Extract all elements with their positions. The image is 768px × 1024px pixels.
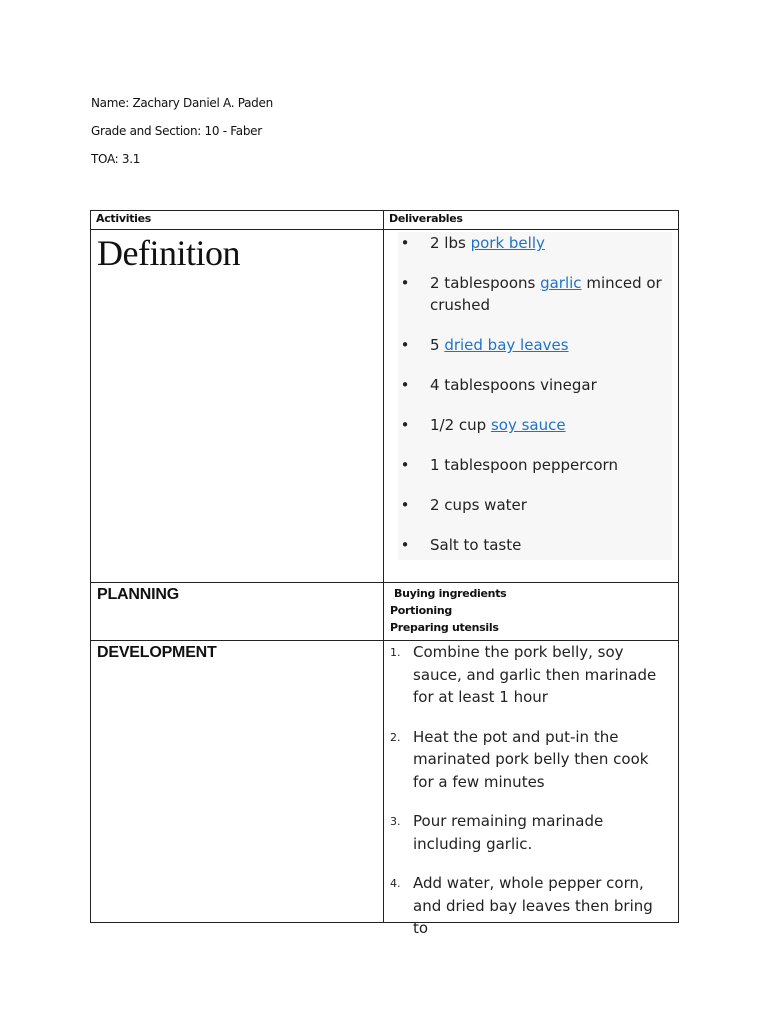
step-item <box>390 641 672 709</box>
table-header-row <box>91 211 679 230</box>
ingredient-text: 4 tablespoons vinegar <box>430 376 597 394</box>
ingredient-link[interactable]: garlic <box>540 274 582 292</box>
step-item <box>390 810 672 855</box>
toa-number: TOA: 3.1 <box>91 152 141 166</box>
grade-section: Grade and Section: 10 - Faber <box>91 124 262 138</box>
bullet-icon: • <box>400 376 410 394</box>
ingredient-item <box>398 334 672 356</box>
ingredient-item <box>398 454 672 476</box>
ingredient-link[interactable]: soy sauce <box>490 416 566 434</box>
ingredient-link[interactable]: dried bay leaves <box>444 336 569 354</box>
document-header <box>91 95 273 179</box>
development-row <box>91 641 679 923</box>
step-number: 4. <box>390 877 401 890</box>
bullet-icon: • <box>400 456 410 474</box>
ingredients-cell <box>384 230 679 583</box>
ingredient-text: Salt to taste <box>430 536 522 554</box>
bullet-icon: • <box>400 274 410 292</box>
ingredient-text: 1 tablespoon peppercorn <box>430 456 618 474</box>
planning-cell <box>384 583 679 641</box>
ingredient-text: 2 lbs <box>430 234 471 252</box>
ingredient-list <box>398 232 672 556</box>
steps-clip <box>384 641 678 937</box>
step-text: Pour remaining marinade including garlic. <box>413 812 604 853</box>
step-number: 1. <box>390 646 401 659</box>
step-text: Combine the pork belly, soy sauce, and garlic then marinade for at least 1 hour <box>413 643 657 706</box>
step-list <box>384 641 678 940</box>
ingredient-item <box>398 374 672 396</box>
ingredient-text: 5 <box>430 336 445 354</box>
step-number: 3. <box>390 815 401 828</box>
steps-cell <box>384 641 679 937</box>
bullet-icon: • <box>400 496 410 514</box>
ingredient-item <box>398 494 672 516</box>
step-text: Heat the pot and put-in the marinated pork belly then cook for a few minutes <box>413 727 649 791</box>
development-label: DEVELOPMENT <box>91 641 384 923</box>
step-item <box>390 726 672 794</box>
ingredient-item <box>398 534 672 556</box>
ingredient-link[interactable]: pork belly <box>470 234 545 252</box>
bullet-icon: • <box>400 336 410 354</box>
definition-row <box>91 230 679 583</box>
activity-table <box>90 210 679 937</box>
planning-label: PLANNING <box>91 583 384 641</box>
step-text: Add water, whole pepper corn, and dried bay leaves then bring to <box>413 874 653 937</box>
ingredients-box <box>398 232 672 560</box>
ingredient-text: 1/2 cup <box>430 416 491 434</box>
ingredient-item <box>398 232 672 254</box>
ingredient-text: minced or crushed <box>430 274 662 314</box>
bullet-icon: • <box>400 234 410 252</box>
planning-item: Preparing utensils <box>390 621 499 634</box>
activities-header: Activities <box>91 211 384 230</box>
bullet-icon: • <box>400 416 410 434</box>
definition-label: Definition <box>91 230 384 583</box>
ingredient-item <box>398 414 672 436</box>
deliverables-header: Deliverables <box>384 211 679 230</box>
ingredient-text: 2 cups water <box>430 496 527 514</box>
planning-item: Portioning <box>390 604 452 617</box>
planning-row <box>91 583 679 641</box>
step-number: 2. <box>390 730 401 744</box>
bullet-icon: • <box>400 536 410 554</box>
student-name: Name: Zachary Daniel A. Paden <box>91 96 273 110</box>
step-item <box>390 872 672 940</box>
ingredient-text: 2 tablespoons <box>430 274 541 292</box>
planning-item: Buying ingredients <box>394 587 507 600</box>
ingredient-item <box>398 272 672 316</box>
